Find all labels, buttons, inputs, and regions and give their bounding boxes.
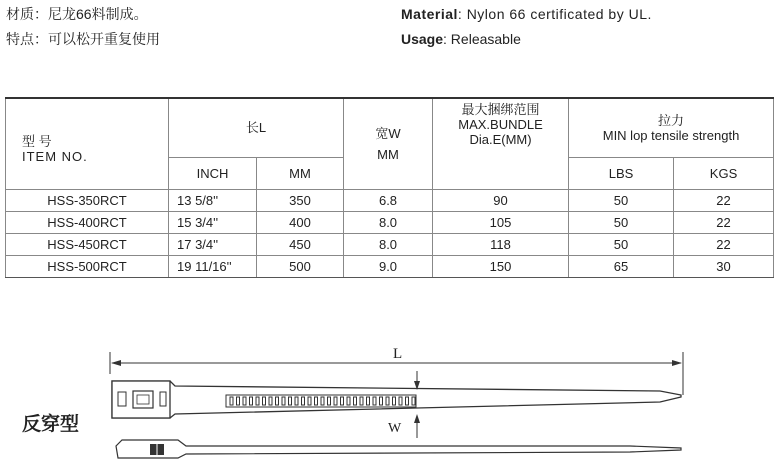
cell-width: 6.8 <box>344 189 433 211</box>
cell-inch: 19 11/16'' <box>169 255 257 277</box>
cell-item: HSS-350RCT <box>6 189 169 211</box>
cell-mm: 350 <box>257 189 344 211</box>
tie-tooth <box>328 397 331 405</box>
material-en <box>401 5 652 23</box>
usage-label: Usage <box>401 31 444 47</box>
dim-label-length: L <box>393 346 403 362</box>
tie-tooth <box>308 397 311 405</box>
cell-bundle: 90 <box>433 189 569 211</box>
tie-tooth <box>263 397 266 405</box>
cell-bundle: 150 <box>433 255 569 277</box>
tie-tooth <box>302 397 305 405</box>
tie-tooth <box>250 397 253 405</box>
tie-tooth <box>406 397 409 405</box>
cell-kgs: 22 <box>674 233 774 255</box>
cell-mm: 450 <box>257 233 344 255</box>
usage-value: : Releasable <box>443 31 521 47</box>
header-lbs: LBS <box>569 157 674 189</box>
tie-tooth <box>243 397 246 405</box>
header-inch: INCH <box>169 157 257 189</box>
header-tensile-en: MIN lop tensile strength <box>602 127 740 143</box>
cell-mm: 500 <box>257 255 344 277</box>
header-bundle <box>433 98 569 189</box>
tie-tooth <box>393 397 396 405</box>
header-bundle-cn: 最大捆绑范围 <box>461 102 540 117</box>
cell-bundle: 118 <box>433 233 569 255</box>
cell-width: 8.0 <box>344 211 433 233</box>
table-row <box>6 189 774 211</box>
tie-tooth <box>367 397 370 405</box>
tie-tooth <box>360 397 363 405</box>
tie-tooth <box>289 397 292 405</box>
tie-tooth <box>256 397 259 405</box>
tie-teeth <box>230 397 415 405</box>
header-item-en: ITEM NO. <box>22 148 88 164</box>
cell-inch: 15 3/4'' <box>169 211 257 233</box>
tie-tooth <box>237 397 240 405</box>
header-item-cn: 型 号 <box>22 133 52 149</box>
cell-lbs: 50 <box>569 233 674 255</box>
header-bundle-en: MAX.BUNDLE <box>458 117 543 132</box>
tie-tooth <box>321 397 324 405</box>
tie-tooth <box>373 397 376 405</box>
cell-inch: 17 3/4'' <box>169 233 257 255</box>
material-label: Material <box>401 6 458 22</box>
dim-arrow-right <box>672 360 682 366</box>
tie-tooth <box>230 397 233 405</box>
tie-tooth <box>276 397 279 405</box>
header-item <box>6 98 169 189</box>
tie-tooth <box>347 397 350 405</box>
usage-en <box>401 30 521 48</box>
spec-table <box>5 97 774 278</box>
tie-tooth <box>269 397 272 405</box>
material-cn: 材质：尼龙66料制成。 <box>6 6 148 22</box>
dim-label-width: W <box>388 421 402 436</box>
header-mm: MM <box>257 157 344 189</box>
cell-inch: 13 5/8'' <box>169 189 257 211</box>
cell-bundle: 105 <box>433 211 569 233</box>
drawing-label: 反穿型 <box>22 413 80 435</box>
header-width-cn: 宽W <box>375 125 401 141</box>
cell-item: HSS-500RCT <box>6 255 169 277</box>
header-length: 长L <box>169 98 344 157</box>
cell-lbs: 50 <box>569 189 674 211</box>
tie-tooth <box>295 397 298 405</box>
header-bundle-unit: Dia.E(MM) <box>469 132 532 147</box>
header-width-unit: MM <box>377 146 399 162</box>
table-row <box>6 233 774 255</box>
dim-arrow-left <box>111 360 121 366</box>
cell-kgs: 22 <box>674 211 774 233</box>
cell-width: 8.0 <box>344 233 433 255</box>
dim-arrow-width-bottom <box>414 414 420 423</box>
tie-tooth <box>399 397 402 405</box>
cell-kgs: 22 <box>674 189 774 211</box>
usage-cn: 特点：可以松开重复使用 <box>6 31 160 47</box>
cell-item: HSS-450RCT <box>6 233 169 255</box>
tie-tooth <box>341 397 344 405</box>
tie-head-slot-2 <box>160 392 166 406</box>
tie-side-view <box>116 440 681 458</box>
tie-tooth <box>386 397 389 405</box>
cell-item: HSS-400RCT <box>6 211 169 233</box>
cell-mm: 400 <box>257 211 344 233</box>
cell-lbs: 50 <box>569 211 674 233</box>
table-row <box>6 211 774 233</box>
cell-kgs: 30 <box>674 255 774 277</box>
tie-release-inner <box>137 395 149 404</box>
cell-lbs: 65 <box>569 255 674 277</box>
table-row <box>6 255 774 277</box>
header-kgs: KGS <box>674 157 774 189</box>
tie-head-slot <box>118 392 126 406</box>
header-width <box>344 98 433 189</box>
tie-tooth <box>354 397 357 405</box>
cell-width: 9.0 <box>344 255 433 277</box>
tie-tooth <box>380 397 383 405</box>
tie-tooth <box>315 397 318 405</box>
tie-tooth <box>334 397 337 405</box>
header-tensile <box>569 98 774 157</box>
header-tensile-cn: 拉力 <box>658 112 685 128</box>
tie-tooth <box>412 397 415 405</box>
tie-tooth <box>282 397 285 405</box>
cable-tie-drawing <box>0 330 778 463</box>
material-value: : Nylon 66 certificated by UL. <box>457 6 652 22</box>
